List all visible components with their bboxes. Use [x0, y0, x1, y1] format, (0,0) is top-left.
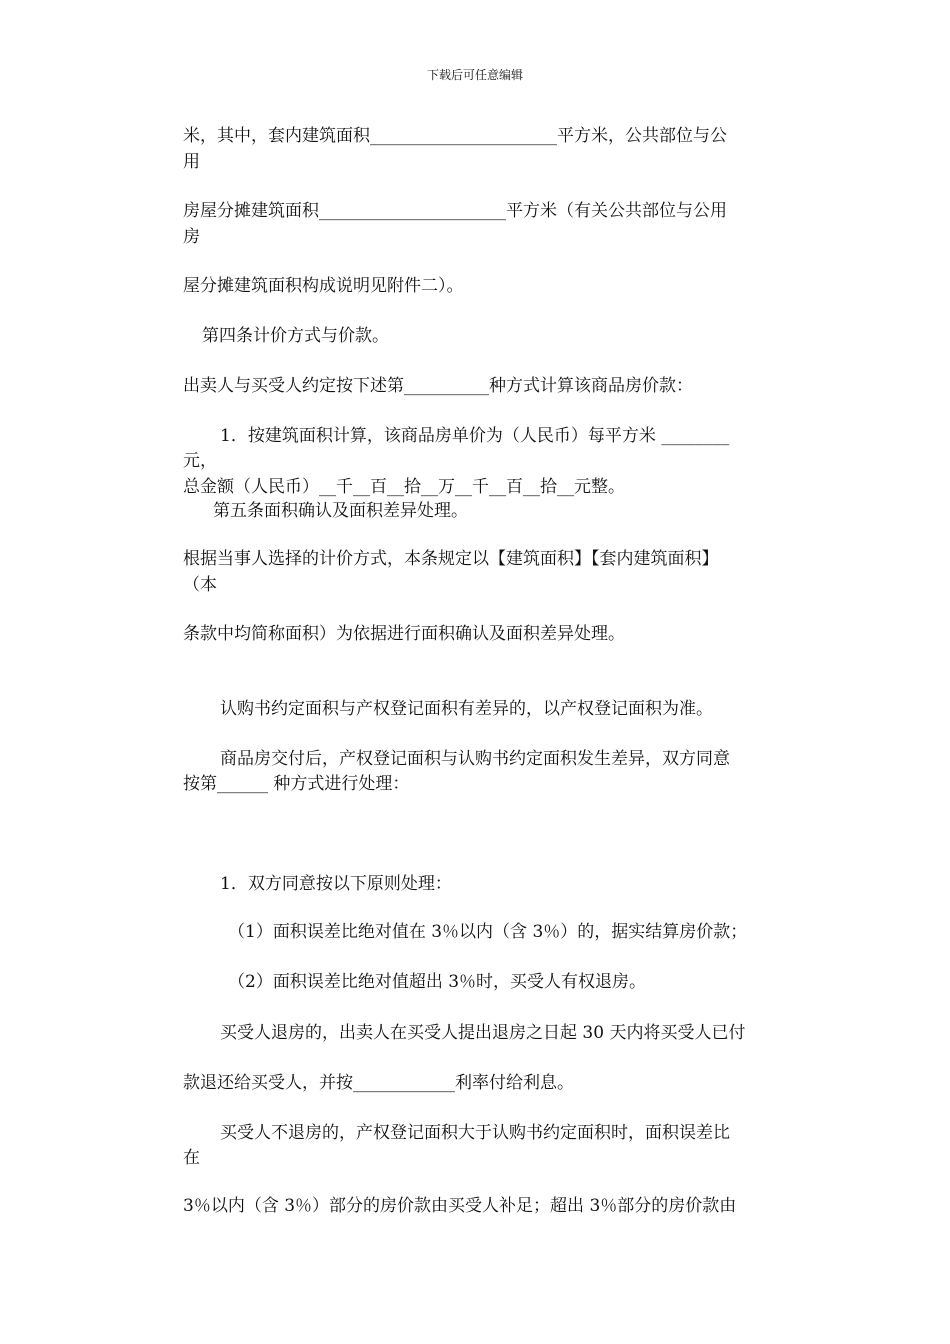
- text-line: （1）面积误差比绝对值在 3％以内（含 3％）的，据实结算房价款；: [228, 922, 748, 942]
- article-heading: 第五条面积确认及面积差异处理。: [213, 501, 468, 521]
- text-line: 用: [183, 152, 200, 172]
- text-line: 买受人退房的，出卖人在买受人提出退房之日起 30 天内将买受人已付: [220, 1023, 746, 1043]
- text-line: 条款中均简称面积）为依据进行面积确认及面积差异处理。: [183, 624, 625, 644]
- text-line: 1．双方同意按以下原则处理：: [220, 874, 452, 894]
- text-line: 屋分摊建筑面积构成说明见附件二）。: [183, 276, 464, 296]
- text-line: 3％以内（含 3％）部分的房价款由买受人补足；超出 3％部分的房价款由: [183, 1196, 737, 1216]
- text-line: 款退还给买受人，并按____________利率付给利息。: [183, 1073, 574, 1093]
- text-line: 元，: [183, 451, 217, 471]
- text-line: 买受人不退房的，产权登记面积大于认购书约定面积时，面积误差比: [220, 1123, 730, 1143]
- text-line: 按第______ 种方式进行处理：: [183, 774, 410, 794]
- text-line: 在: [183, 1148, 200, 1168]
- text-line: 出卖人与买受人约定按下述第__________种方式计算该商品房价款：: [183, 376, 693, 396]
- text-line: 商品房交付后，产权登记面积与认购书约定面积发生差异，双方同意: [220, 749, 730, 769]
- page-header-note: 下载后可任意编辑: [426, 68, 523, 82]
- text-line: （2）面积误差比绝对值超出 3％时，买受人有权退房。: [228, 972, 647, 992]
- text-line: （本: [183, 575, 217, 595]
- text-line: 根据当事人选择的计价方式，本条规定以【建筑面积】【套内建筑面积】: [183, 549, 719, 569]
- text-line: 房: [183, 227, 200, 247]
- text-line: 房屋分摊建筑面积______________________平方米（有关公共部位与公用: [183, 201, 727, 221]
- text-line: 认购书约定面积与产权登记面积有差异的，以产权登记面积为准。: [220, 699, 713, 719]
- text-line: 1．按建筑面积计算，该商品房单价为（人民币）每平方米 ________: [220, 426, 730, 446]
- article-heading: 第四条计价方式与价款。: [202, 326, 389, 346]
- text-line: 总金额（人民币）__千__百__拾__万__千__百__拾__元整。: [183, 477, 625, 497]
- text-line: 米，其中，套内建筑面积______________________平方米，公共部位与公: [183, 126, 727, 146]
